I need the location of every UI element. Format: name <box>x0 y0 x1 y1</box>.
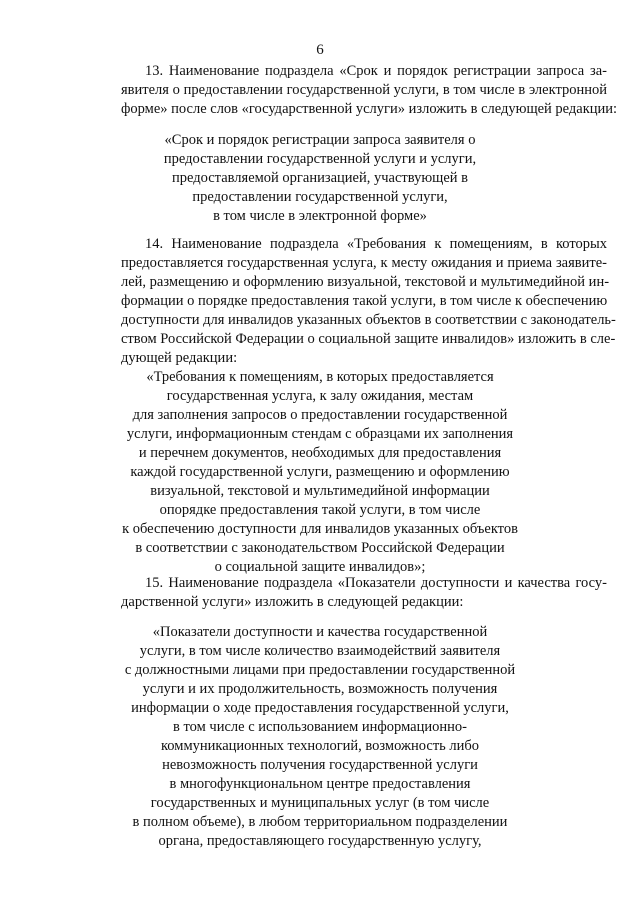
text-line: о социальной защите инвалидов»; <box>214 559 426 575</box>
text-line: и перечнем документов, необходимых для предоставления <box>138 445 502 461</box>
text-line: 14. Наименование подраздела «Требования к помещениям, в которых <box>145 236 607 252</box>
text-line: 13. Наименование подраздела «Срок и порядок регистрации запроса за- <box>145 63 607 79</box>
text-line: доступности для инвалидов указанных объектов в соответствии с законодатель- <box>121 312 616 328</box>
text-line: предоставлении государственной услуги и услуги, <box>163 151 477 167</box>
text-line: органа, предоставляющего государственную услугу, <box>158 833 482 849</box>
text-line: услуги, информационным стендам с образцами их заполнения <box>126 426 514 442</box>
text-line: ством Российской Федерации о социальной защите инвалидов» изложить в сле- <box>121 331 616 347</box>
text-line: каждой государственной услуги, размещению и оформлению <box>130 464 510 480</box>
text-line: опорядке предоставления такой услуги, в том числе <box>159 502 481 518</box>
text-line: в том числе с использованием информационно- <box>173 719 467 735</box>
text-line: в соответствии с законодательством Российской Федерации <box>135 540 505 556</box>
text-line: информации о ходе предоставления государственной услуги, <box>131 700 509 716</box>
text-line: форме» после слов «государственной услуги» изложить в следующей редакции: <box>121 101 618 117</box>
text-line: дующей редакции: <box>121 350 238 366</box>
text-line: «Требования к помещениям, в которых предоставляется <box>146 369 494 385</box>
text-line: лей, размещению и оформлению визуальной, текстовой и мультимедийной ин- <box>121 274 610 290</box>
text-line: явителя о предоставлении государственной услуги, в том числе в электронной <box>121 82 607 98</box>
page-number: 6 <box>316 42 324 58</box>
text-line: услуги и их продолжительность, возможность получения <box>142 681 498 697</box>
text-line: коммуникационных технологий, возможность либо <box>160 738 480 754</box>
text-line: «Показатели доступности и качества государственной <box>152 624 488 640</box>
text-line: в многофункциональном центре предоставления <box>169 776 471 792</box>
text-line: в полном объеме), в любом территориальном подразделении <box>132 814 508 830</box>
text-line: визуальной, текстовой и мультимедийной информации <box>150 483 490 499</box>
text-line: услуги, в том числе количество взаимодействий заявителя <box>139 643 501 659</box>
text-line: невозможность получения государственной услуги <box>162 757 478 773</box>
text-line: предоставляется государственная услуга, к месту ожидания и приема заявите- <box>121 255 607 271</box>
text-line: с должностными лицами при предоставлении государственной <box>124 662 516 678</box>
text-line: для заполнения запросов о предоставлении государственной <box>132 407 508 423</box>
text-line: предоставляемой организацией, участвующей в <box>172 170 468 186</box>
text-line: 15. Наименование подраздела «Показатели доступности и качества госу- <box>145 575 607 591</box>
text-line: государственных и муниципальных услуг (в том числе <box>150 795 490 811</box>
text-line: формации о порядке предоставления такой услуги, в том числе к обеспечению <box>121 293 608 309</box>
text-line: предоставлении государственной услуги, <box>192 189 448 205</box>
text-line: государственная услуга, к залу ожидания, местам <box>166 388 474 404</box>
text-line: «Срок и порядок регистрации запроса заявителя о <box>164 132 476 148</box>
text-line: к обеспечению доступности для инвалидов указанных объектов <box>122 521 518 537</box>
text-line: в том числе в электронной форме» <box>213 208 427 224</box>
text-line: дарственной услуги» изложить в следующей редакции: <box>121 594 464 610</box>
